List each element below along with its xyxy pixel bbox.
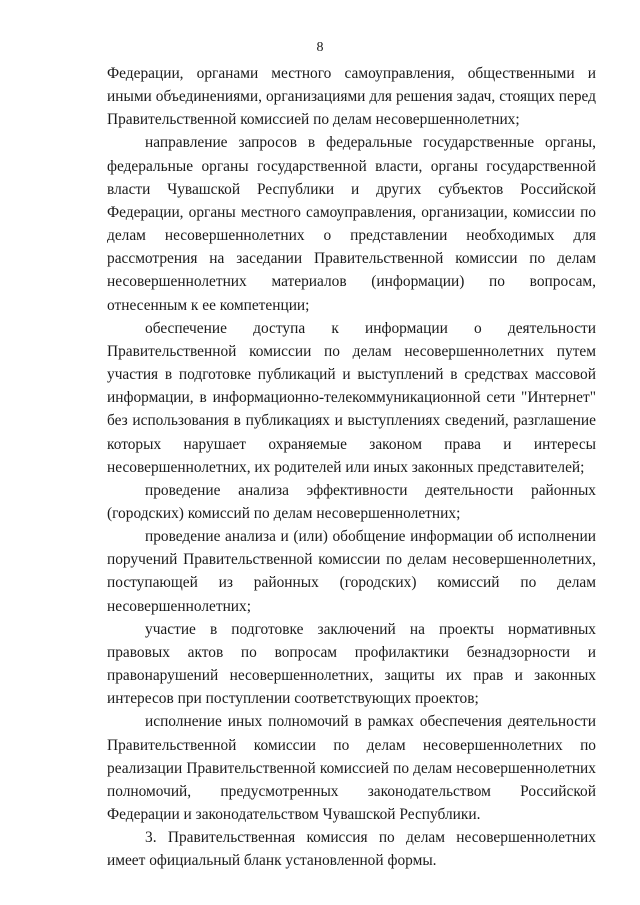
paragraph-information-access: обеспечение доступа к информации о деятельности Правительственной комиссии по делам несовершеннолетних путем участия в подготовке публикаций и выступлений в средствах массовой информации, в информационно-телекоммуникационной сети "Интернет" без использования в публикациях и выступлениях сведений, разглашение которых нарушает охраняемые законом права и интересы несовершеннолетних, их родителей или иных законных представителей; — [107, 319, 596, 476]
paragraph-efficiency-analysis: проведение анализа эффективности деятельности районных (городских) комиссий по делам несовершеннолетних; — [107, 481, 596, 522]
page-number: 8 — [316, 40, 324, 55]
paragraph-continuation: Федерации, органами местного самоуправления, общественными и иными объединениями, организациями для решения задач, стоящих перед Правительственной комиссией по делам несовершеннолетних; — [107, 65, 596, 129]
paragraph-other-powers: исполнение иных полномочий в рамках обеспечения деятельности Правительственной комиссии по делам несовершеннолетних по реализации Правительственной комиссией по делам несовершеннолетних полномочий, предусмотренных законодательством Российской Федерации и законодательством Чувашской Республики. — [107, 713, 596, 823]
paragraph-requests: направление запросов в федеральные государственные органы, федеральные органы государственной власти, органы государственной власти Чувашской Республики и других субъектов Российской Федерации, органы местного самоуправления, организации, комиссии по делам несовершеннолетних о представлении необходимых для рассмотрения на заседании Правительственной комиссии по делам несовершеннолетних материалов (информации) по вопросам, отнесенным к ее компетенции; — [107, 134, 596, 314]
paragraph-legal-review: участие в подготовке заключений на проекты нормативных правовых актов по вопросам профилактики безнадзорности и правонарушений несовершеннолетних, защиты их прав и законных интересов при поступлении соответствующих проектов; — [107, 620, 596, 708]
paragraph-instructions-analysis: проведение анализа и (или) обобщение информации об исполнении поручений Правительственной комиссии по делам несовершеннолетних, поступающей из районных (городских) комиссий по делам несовершеннолетних; — [107, 528, 596, 615]
document-body — [107, 62, 596, 872]
paragraph-official-letterhead: 3. Правительственная комиссия по делам несовершеннолетних имеет официальный бланк установленной формы. — [107, 829, 596, 870]
